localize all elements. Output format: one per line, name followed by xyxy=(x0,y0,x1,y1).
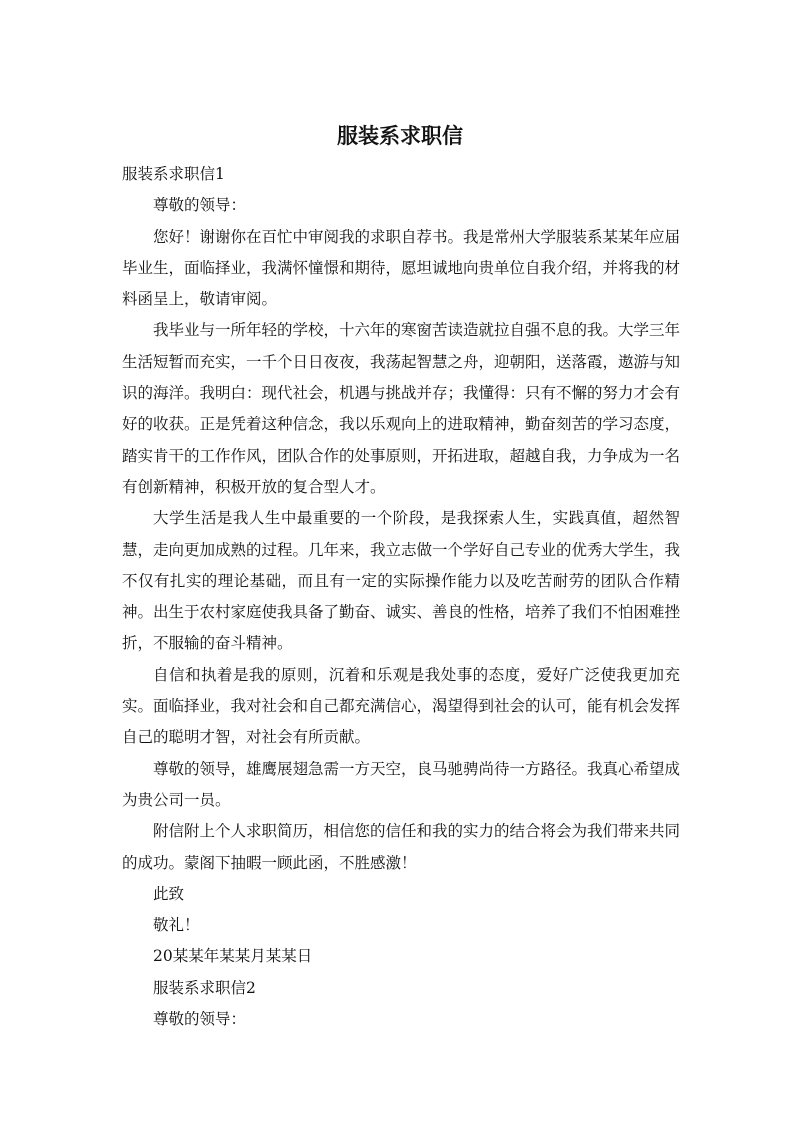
paragraph: 您好！谢谢你在百忙中审阅我的求职自荐书。我是常州大学服装系某某年应届毕业生，面临择业，我满怀憧憬和期待，愿坦诚地向贵单位自我介绍，并将我的材料函呈上，敬请审阅。 xyxy=(122,227,681,309)
paragraph: 尊敬的领导，雄鹰展翅急需一方天空，良马驰骋尚待一方路径。我真心希望成为贵公司一员。 xyxy=(122,759,681,809)
paragraph: 附信附上个人求职简历，相信您的信任和我的实力的结合将会为我们带来共同的成功。蒙阁下抽暇一顾此函，不胜感激！ xyxy=(122,822,681,872)
section-heading: 服装系求职信2 xyxy=(153,978,256,997)
document-title: 服装系求职信 xyxy=(337,124,463,148)
salutation: 尊敬的领导： xyxy=(153,1010,247,1029)
letter-date: 20某某年某某月某某日 xyxy=(153,947,313,966)
salutation: 尊敬的领导： xyxy=(153,196,247,215)
section-heading: 服装系求职信1 xyxy=(122,165,225,183)
document-body xyxy=(122,159,680,1035)
paragraph: 我毕业与一所年轻的学校，十六年的寒窗苦读造就拉自强不息的我。大学三年生活短暂而充实，一千个日日夜夜，我荡起智慧之舟，迎朝阳，送落霞，遨游与知识的海洋。我明白：现代社会，机遇与挑战并存；我懂得：只有不懈的努力才会有好的收获。正是凭着这种信念，我以乐观向上的进取精神，勤奋刻苦的学习态度，踏实肯干的工作作风，团队合作的处事原则，开拓进取，超越自我，力争成为一名有创新精神，积极开放的复合型人才。 xyxy=(122,321,681,496)
paragraph: 自信和执着是我的原则，沉着和乐观是我处事的态度，爱好广泛使我更加充实。面临择业，我对社会和自己都充满信心，渴望得到社会的认可，能有机会发挥自己的聪明才智，对社会有所贡献。 xyxy=(122,665,681,747)
paragraph: 大学生活是我人生中最重要的一个阶段，是我探索人生，实践真值，超然智慧，走向更加成熟的过程。几年来，我立志做一个学好自己专业的优秀大学生，我不仅有扎实的理论基础，而且有一定的实际操作能力以及吃苦耐劳的团队合作精神。出生于农村家庭使我具备了勤奋、诚实、善良的性格，培养了我们不怕困难挫折，不服输的奋斗精神。 xyxy=(122,509,681,653)
closing-greeting: 敬礼！ xyxy=(153,916,200,935)
closing-line: 此致 xyxy=(153,884,185,903)
